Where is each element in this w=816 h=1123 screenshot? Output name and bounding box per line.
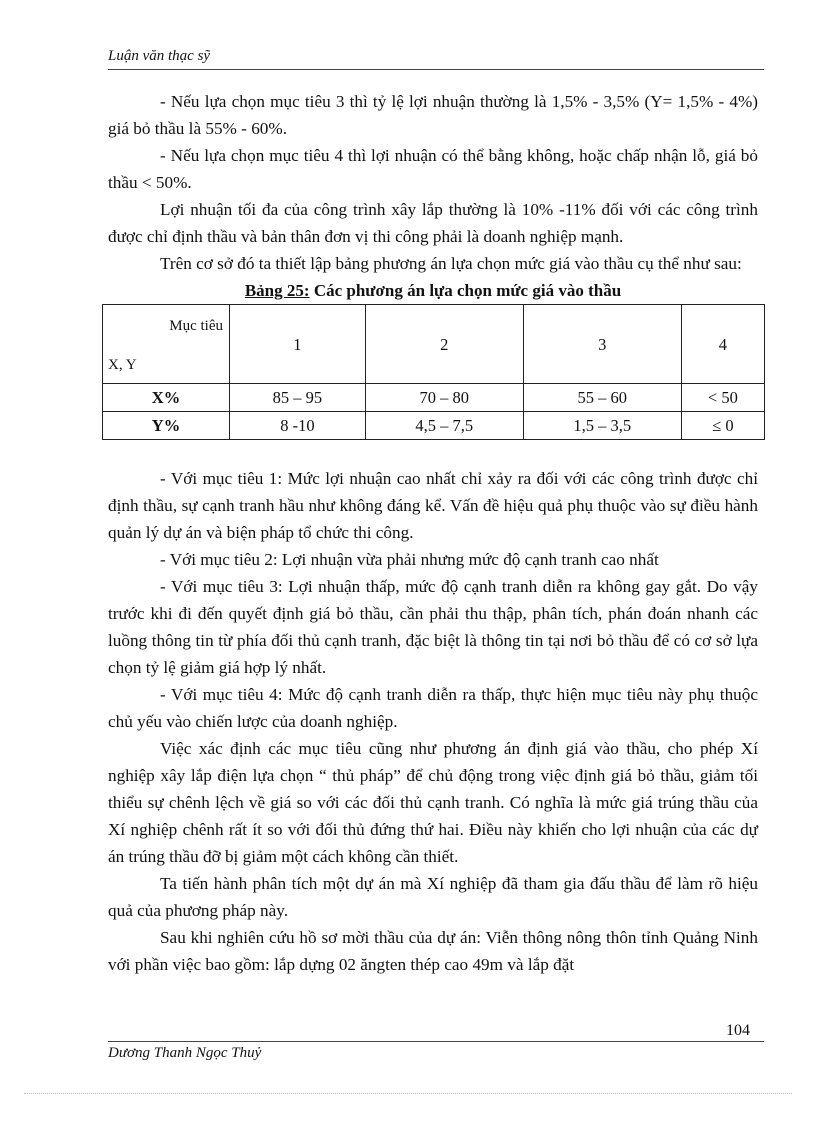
column-header: 3 [523, 305, 681, 384]
table-cell: 8 -10 [230, 412, 366, 440]
corner-label-xy: X, Y [108, 357, 137, 373]
paragraph: Trên cơ sở đó ta thiết lập bảng phương án lựa chọn mức giá vào thầu cụ thể như sau: [160, 254, 742, 273]
table-caption-label: Bảng 25: [244, 281, 310, 300]
footer-rule [108, 1041, 764, 1042]
bid-options-table [102, 304, 765, 440]
paragraph: - Với mục tiêu 3: Lợi nhuận thấp, mức độ cạnh tranh diễn ra không gay gắt. Do vậy trước khi đi đến quyết định giá bỏ thầu, cần phải thu thập, phân tích, phán đoán nhanh các luồng thông tin từ phía đối thủ cạnh tranh, đặc biệt là thông tin tại nơi bỏ thầu để có cơ sở lựa chọn tỷ lệ giảm giá hợp lý nhất. [108, 577, 758, 677]
table-row [103, 384, 765, 412]
row-header: X% [103, 384, 230, 412]
column-header: 4 [681, 305, 764, 384]
document-body [108, 88, 758, 978]
table-cell: 70 – 80 [365, 384, 523, 412]
paragraph: - Với mục tiêu 4: Mức độ cạnh tranh diễn ra thấp, thực hiện mục tiêu này phụ thuộc chủ yếu vào chiến lược của doanh nghiệp. [108, 685, 758, 731]
column-header: 1 [230, 305, 366, 384]
page-edge-divider [24, 1093, 792, 1094]
paragraph: Ta tiến hành phân tích một dự án mà Xí nghiệp đã tham gia đấu thầu để làm rõ hiệu quả của phương pháp này. [108, 874, 758, 920]
running-footer: Dương Thanh Ngọc Thuỷ [108, 1045, 262, 1061]
page-number: 104 [726, 1022, 750, 1039]
table-cell: < 50 [681, 384, 764, 412]
column-header: 2 [365, 305, 523, 384]
table-cell: 85 – 95 [230, 384, 366, 412]
paragraph: - Với mục tiêu 1: Mức lợi nhuận cao nhất chỉ xảy ra đối với các công trình được chỉ định thầu, sự cạnh tranh hầu như không đáng kể. Vấn đề hiệu quả phụ thuộc vào sự điều hành quản lý dự án và biện pháp tổ chức thi công. [108, 469, 758, 542]
paragraph: Việc xác định các mục tiêu cũng như phương án định giá vào thầu, cho phép Xí nghiệp xây lắp điện lựa chọn “ thủ pháp” để chủ động trong việc định giá bỏ thầu, giảm tối thiểu sự chênh lệch về giá so với các đối thủ cạnh tranh. Có nghĩa là mức giá trúng thầu của Xí nghiệp chênh rất ít so với đối thủ đứng thứ hai. Điều này khiến cho lợi nhuận của các dự án trúng thầu đỡ bị giảm một cách không cần thiết. [108, 739, 758, 866]
table-corner-cell [103, 305, 230, 384]
row-header: Y% [103, 412, 230, 440]
paragraph: Sau khi nghiên cứu hồ sơ mời thầu của dự án: Viễn thông nông thôn tỉnh Quảng Ninh với phần việc bao gồm: lắp dựng 02 ăngten thép cao 49m và lắp đặt [108, 928, 758, 974]
paragraph: - Nếu lựa chọn mục tiêu 3 thì tỷ lệ lợi nhuận thường là 1,5% - 3,5% (Y= 1,5% - 4%) giá bỏ thầu là 55% - 60%. [108, 92, 758, 138]
table-header-row [103, 305, 765, 384]
table-cell: 1,5 – 3,5 [523, 412, 681, 440]
table-caption [108, 277, 758, 304]
corner-label-objective: Mục tiêu [169, 318, 223, 334]
header-rule [108, 69, 764, 70]
table-caption-text: Các phương án lựa chọn mức giá vào thầu [309, 281, 622, 300]
paragraph: - Nếu lựa chọn mục tiêu 4 thì lợi nhuận có thể bằng không, hoặc chấp nhận lỗ, giá bỏ thầu < 50%. [108, 146, 758, 192]
table-cell: 4,5 – 7,5 [365, 412, 523, 440]
table-cell: ≤ 0 [681, 412, 764, 440]
running-header: Luận văn thạc sỹ [108, 48, 211, 64]
paragraph: Lợi nhuận tối đa của công trình xây lắp thường là 10% -11% đối với các công trình được chỉ định thầu và bản thân đơn vị thi công phải là doanh nghiệp mạnh. [108, 200, 758, 246]
table-cell: 55 – 60 [523, 384, 681, 412]
table-row [103, 412, 765, 440]
paragraph: - Với mục tiêu 2: Lợi nhuận vừa phải nhưng mức độ cạnh tranh cao nhất [160, 550, 659, 569]
